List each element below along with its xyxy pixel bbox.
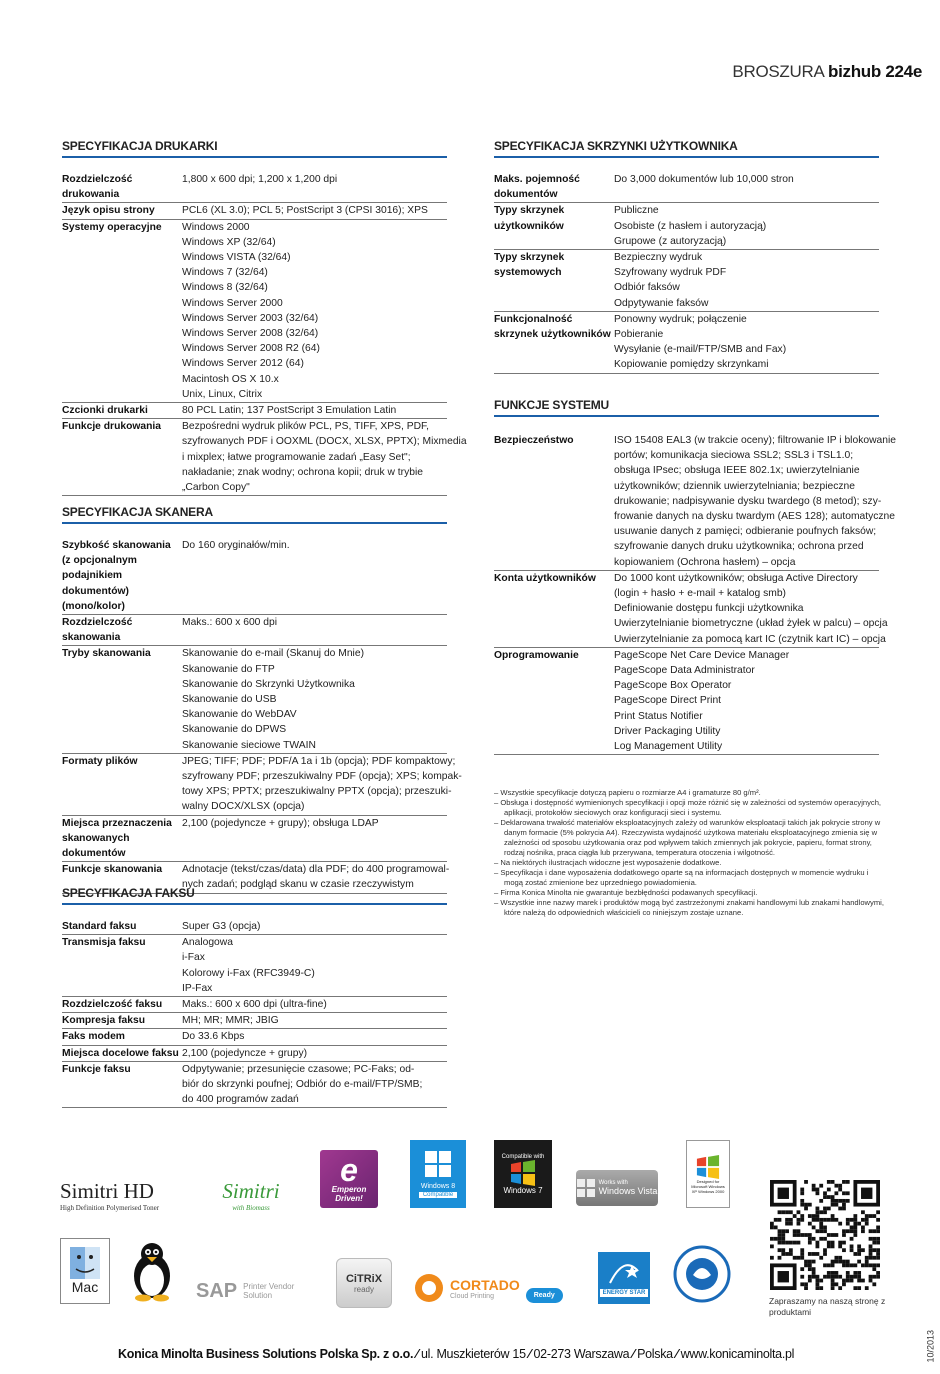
- section-title: SPECYFIKACJA SKRZYNKI UŻYTKOWNIKA: [494, 139, 879, 158]
- footer-address: Konica Minolta Business Solutions Polska Sp. z o.o. ⁄ ul. Muszkieterów 15 ⁄ 02-273 Warszawa ⁄ Polska ⁄ www.konicaminolta.pl: [118, 1347, 795, 1361]
- spec-value: [182, 997, 447, 1012]
- spec-value-line: biór do skrzynki poufnej; Odbiór do e-mail/FTP/SMB;: [182, 1079, 423, 1091]
- spec-label: Szybkość skanowania (z opcjonalnym podajnikiem dokumentów) (mono/kolor): [62, 540, 171, 612]
- footnote: – Deklarowana trwałość materiałów eksploatacyjnych zależy od warunków eksploatacji takich jak pokrycie strony w danym formacie (5% pokrycia A4). Rzeczywista wydajność użytkowa materiału eksploatacyjnego zmienia się w zależności od sposobu użytkowania oraz pod wpływem takich zmiennych jak pokrycie, papieru, format strony, rodzaj nośnika, praca ciągła lub przerywana, temperatura otoczenia i wilgotność.: [494, 818, 881, 857]
- spec-label: Tryby skanowania: [62, 648, 151, 660]
- spec-label: Standard faksu: [62, 921, 137, 932]
- spec-label: Formaty plików: [62, 755, 138, 767]
- spec-label: Faks modem: [62, 1031, 125, 1043]
- spec-row: [62, 646, 447, 753]
- spec-value: [182, 816, 447, 862]
- spec-value-line: Kopiowanie pomiędzy skrzynkami: [614, 359, 769, 371]
- system-functions-section: [494, 398, 896, 755]
- spec-value: [182, 220, 447, 402]
- spec-row: [62, 1029, 447, 1045]
- spec-row: [62, 816, 447, 863]
- energy-star-logo: ENERGY STAR: [598, 1252, 650, 1304]
- userbox-spec-section: [494, 139, 879, 374]
- spec-value-line: JPEG; TIFF; PDF; PDF/A 1a i 1b (opcja); PDF kompaktowy;: [182, 755, 456, 767]
- date-code: 10/2013: [926, 1330, 936, 1363]
- spec-label: Konta użytkowników: [494, 572, 596, 584]
- footnote: – Obsługa i dostępność wymienionych specyfikacji i opcji może różnić się w zależności od systemów operacyjnych, aplikacji, protokołów sieciowych oraz konfiguracji sieci i systemu.: [494, 798, 882, 817]
- spec-value-line: Uwierzytelnianie biometryczne (układ żyłek w palcu) – opcja: [614, 618, 888, 630]
- emperon-logo: e Emperon Driven!: [320, 1150, 378, 1208]
- spec-value-line: Analogowa: [182, 937, 233, 949]
- section-title: SPECYFIKACJA SKANERA: [62, 505, 447, 524]
- spec-value-line: nakładanie; znak wodny; ochrona kopii; druk w trybie: [182, 466, 423, 478]
- spec-value-line: Windows Server 2012 (64): [182, 358, 304, 370]
- spec-value-line: Do 160 oryginałów/min.: [182, 540, 290, 551]
- spec-value-line: PCL6 (XL 3.0); PCL 5; PostScript 3 (CPSI 3016); XPS: [182, 205, 428, 217]
- section-title: SPECYFIKACJA FAKSU: [62, 886, 447, 905]
- spec-value-line: Windows Server 2003 (32/64): [182, 312, 319, 324]
- spec-label: Maks. pojemność dokumentów: [494, 174, 580, 201]
- spec-value-line: Macintosh OS X 10.x: [182, 373, 279, 385]
- spec-label: Rozdzielczość drukowania: [62, 174, 133, 201]
- spec-row: [62, 997, 447, 1013]
- spec-value: [614, 172, 879, 202]
- spec-value: [182, 1013, 447, 1028]
- section-title: FUNKCJE SYSTEMU: [494, 398, 879, 417]
- spec-row: [62, 919, 447, 935]
- spec-value-line: Windows 2000: [182, 221, 250, 233]
- spec-value-line: Skanowanie do DPWS: [182, 724, 287, 736]
- spec-value: [182, 419, 467, 495]
- footnote: – Na niektórych ilustracjach widoczne jest wyposażenie dodatkowe.: [494, 858, 722, 867]
- spec-value-line: Maks.: 600 x 600 dpi: [182, 617, 278, 629]
- spec-label: Systemy operacyjne: [62, 221, 162, 233]
- spec-row: [62, 935, 447, 997]
- spec-value-line: 2,100 (pojedyncze + grupy): [182, 1047, 308, 1059]
- spec-value: [182, 615, 447, 645]
- spec-value-line: Skanowanie sieciowe TWAIN: [182, 739, 316, 751]
- spec-row: [62, 1046, 447, 1062]
- spec-value-line: Skanowanie do WebDAV: [182, 709, 297, 721]
- spec-value-line: ISO 15408 EAL3 (w trakcie oceny); filtrowanie IP i blokowanie: [614, 435, 896, 446]
- spec-row: [62, 1062, 447, 1109]
- spec-row: [62, 403, 447, 419]
- spec-value-line: IP-Fax: [182, 982, 213, 994]
- spec-label: Miejsca przeznaczenia skanowanych dokumentów: [62, 817, 172, 860]
- spec-value-line: Skanowanie do USB: [182, 694, 277, 706]
- spec-value-line: MH; MR; MMR; JBIG: [182, 1015, 279, 1027]
- fax-spec-section: [62, 886, 447, 1108]
- spec-label: Funkcje skanowania: [62, 864, 163, 876]
- spec-value-line: szyfrowany PDF; przeszukiwalny PDF (opcja); XPS; kompak-: [182, 771, 462, 783]
- spec-value-line: Driver Packaging Utility: [614, 725, 721, 737]
- spec-value-line: 80 PCL Latin; 137 PostScript 3 Emulation Latin: [182, 405, 397, 417]
- spec-row: [62, 1013, 447, 1029]
- spec-label: Transmisja faksu: [62, 937, 146, 949]
- blue-angel-logo: [672, 1244, 732, 1304]
- mac-logo: Mac: [60, 1238, 110, 1304]
- spec-table: [494, 172, 879, 374]
- spec-label: Funkcje drukowania: [62, 421, 161, 433]
- spec-value-line: Publiczne: [614, 205, 659, 217]
- spec-value-line: Uwierzytelnianie za pomocą kart IC (czytnik kart IC) – opcja: [614, 633, 886, 645]
- spec-value-line: towy XPS; PPTX; przeszukiwalny PPTX (opcja); przeszuki-: [182, 786, 452, 798]
- spec-row: [494, 571, 888, 648]
- spec-value-line: PageScope Direct Print: [614, 695, 722, 707]
- spec-value-line: Ponowny wydruk; połączenie: [614, 313, 747, 325]
- spec-label: Czcionki drukarki: [62, 405, 148, 417]
- spec-value-line: 1,800 x 600 dpi; 1,200 x 1,200 dpi: [182, 174, 338, 185]
- spec-value-line: Definiowanie dostępu funkcji użytkownika: [614, 603, 804, 615]
- spec-value-line: Windows Server 2008 (32/64): [182, 328, 319, 340]
- spec-label: Rozdzielczość faksu: [62, 999, 163, 1011]
- spec-value: [614, 250, 879, 311]
- spec-value-line: PageScope Data Administrator: [614, 665, 755, 677]
- spec-value-line: Osobiste (z hasłem i autoryzacją): [614, 220, 767, 232]
- spec-value: [614, 203, 879, 249]
- spec-value-line: szyfrowanych PDF i OOXML (DOCX, XLSX, PPTX); Mixmedia: [182, 436, 467, 448]
- spec-value-line: drukowanie; nadpisywanie dysku twardego (8 metod); szy-: [614, 495, 882, 507]
- spec-value: [182, 919, 447, 934]
- spec-value-line: Do 33.6 Kbps: [182, 1031, 245, 1043]
- spec-value-line: Wysyłanie (e-mail/FTP/SMB and Fax): [614, 344, 787, 356]
- spec-label: Funkcje faksu: [62, 1063, 131, 1075]
- qr-caption: Zapraszamy na naszą stronę z produktami: [769, 1296, 886, 1317]
- spec-value-line: Windows 7 (32/64): [182, 267, 268, 279]
- windows-vista-logo: Works with Windows Vista: [576, 1170, 658, 1206]
- spec-value-line: (login + hasło + e-mail + katalog smb): [614, 588, 786, 600]
- spec-value-line: Windows 8 (32/64): [182, 282, 268, 294]
- cortado-swirl-icon: [414, 1273, 444, 1303]
- website-link[interactable]: www.konicaminolta.pl: [680, 1347, 795, 1361]
- footnotes: [494, 788, 884, 918]
- spec-value-line: portów; komunikacja sieciowa SSL2; SSL3 i TSL1.0;: [614, 450, 854, 462]
- spec-value-line: Kolorowy i-Fax (RFC3949-C): [182, 967, 315, 979]
- spec-row: [62, 615, 447, 646]
- tux-penguin-icon: [130, 1240, 174, 1302]
- spec-row: [494, 250, 879, 312]
- spec-value-line: Odbiór faksów: [614, 282, 680, 294]
- spec-table: [494, 433, 896, 755]
- linux-tux-logo: [128, 1238, 176, 1304]
- spec-label: Bezpieczeństwo: [494, 435, 574, 446]
- spec-value: [614, 571, 888, 647]
- spec-value-line: frowanie danych na dysku twardym (AES 128); automatyczne: [614, 511, 896, 523]
- spec-value-line: Bezpośredni wydruk plików PCL, PS, TIFF, XPS, PDF,: [182, 421, 430, 433]
- spec-value: [182, 1046, 447, 1061]
- simitri-biomass-logo: Simitri with Biomass: [222, 1178, 280, 1212]
- brochure-title: BROSZURA bizhub 224e: [732, 62, 922, 81]
- spec-value-line: Pobieranie: [614, 329, 664, 341]
- spec-value-line: Maks.: 600 x 600 dpi (ultra-fine): [182, 999, 327, 1011]
- spec-value-line: i mixplex; łatwe programowanie zadań „Easy Set";: [182, 451, 411, 463]
- spec-row: [62, 538, 447, 615]
- spec-row: [494, 172, 879, 203]
- spec-value: [182, 646, 447, 752]
- spec-label: Funkcjonalność skrzynek użytkowników: [494, 313, 611, 341]
- spec-value: [614, 312, 879, 373]
- footnote: – Firma Konica Minolta nie gwarantuje bezbłędności podawanych specyfikacji.: [494, 888, 758, 897]
- spec-label: Miejsca docelowe faksu: [62, 1047, 179, 1059]
- spec-value-line: Log Management Utility: [614, 741, 723, 753]
- spec-label: Oprogramowanie: [494, 649, 579, 661]
- windows-7-logo: Compatible with Windows 7: [494, 1140, 552, 1208]
- spec-value-line: Do 3,000 dokumentów lub 10,000 stron: [614, 174, 794, 185]
- spec-value-line: Adnotacje (tekst/czas/data) dla PDF; do 400 programowal-: [182, 864, 450, 876]
- spec-value-line: kopiowaniem (Ochrona hasłem) – opcja: [614, 556, 796, 568]
- spec-value: [182, 1062, 447, 1108]
- spec-row: [494, 648, 879, 755]
- windows-8-logo: Windows 8 Compatible: [410, 1140, 466, 1208]
- spec-value: [182, 754, 462, 815]
- spec-value: [182, 403, 447, 418]
- spec-value-line: i-Fax: [182, 952, 205, 964]
- spec-row: [494, 433, 896, 571]
- spec-label: Typy skrzynek systemowych: [494, 252, 565, 279]
- spec-table: [62, 538, 462, 894]
- spec-value-line: Unix, Linux, Citrix: [182, 388, 263, 400]
- spec-value-line: szyfrowanie danych druku użytkownika; ochrona przed: [614, 541, 864, 553]
- printer-spec-section: [62, 139, 467, 496]
- spec-value-line: PageScope Net Care Device Manager: [614, 649, 790, 661]
- cortado-logo: CORTADO Cloud Printing Ready: [414, 1268, 576, 1308]
- section-title: SPECYFIKACJA DRUKARKI: [62, 139, 447, 158]
- spec-value: [182, 172, 447, 202]
- spec-value-line: walny DOCX/XLSX (opcja): [182, 801, 305, 813]
- spec-label: Rozdzielczość skanowania: [62, 617, 133, 644]
- footnote: – Wszystkie inne nazwy marek i produktów mogą być zastrzeżonymi znakami handlowymi lub znakami handlowymi, które należą do odpowiednich właścicieli co niniejszym zostaje uznane.: [494, 898, 884, 917]
- spec-value-line: usuwanie danych z pamięci; odbieranie poufnych faksów;: [614, 526, 877, 538]
- spec-value: [182, 203, 447, 218]
- spec-value-line: Windows Server 2000: [182, 297, 283, 309]
- spec-value-line: PageScope Box Operator: [614, 680, 732, 692]
- spec-label: Kompresja faksu: [62, 1015, 145, 1027]
- windows-flag-icon: [695, 1155, 721, 1179]
- spec-row: [62, 220, 447, 403]
- spec-value-line: Windows Server 2008 R2 (64): [182, 343, 320, 355]
- scanner-spec-section: [62, 505, 462, 894]
- spec-value-line: do 400 programów zadań: [182, 1094, 299, 1106]
- windows-flag-icon: [577, 1179, 595, 1197]
- spec-value-line: Odpytywanie; przesunięcie czasowe; PC-Faks; od-: [182, 1063, 415, 1075]
- footnote: – Specyfikacja i dane wyposażenia dodatkowego oparte są na informacjach dostępnych w momencie wydruku i mogą zostać zmienione bez uprzedniego powiadomienia.: [494, 868, 869, 887]
- spec-row: [62, 419, 467, 496]
- spec-value: [614, 648, 879, 754]
- spec-table: [62, 172, 467, 496]
- spec-row: [494, 203, 879, 250]
- spec-value-line: Super G3 (opcja): [182, 921, 261, 932]
- spec-value: [182, 538, 447, 614]
- spec-table: [62, 919, 447, 1108]
- spec-value-line: „Carbon Copy": [182, 482, 250, 494]
- spec-value-line: nych zadań; podgląd skanu w czasie rzeczywistym: [182, 879, 414, 891]
- spec-value-line: obsługa IPsec; obsługa IEEE 802.1x; uwierzytelnianie: [614, 465, 860, 477]
- spec-value-line: Grupowe (z autoryzacją): [614, 235, 727, 247]
- sap-logo: SAP Printer Vendor Solution: [196, 1279, 295, 1302]
- qr-code-icon: [770, 1180, 880, 1290]
- spec-value-line: Print Status Notifier: [614, 710, 703, 722]
- spec-value-line: Szyfrowany wydruk PDF: [614, 267, 727, 279]
- spec-value-line: Windows VISTA (32/64): [182, 252, 291, 264]
- blue-angel-icon: [673, 1245, 731, 1303]
- windows-xp-logo: Designed for Microsoft Windows XP Windows 2000: [686, 1140, 730, 1208]
- citrix-ready-logo: CiTRiX ready: [336, 1258, 392, 1308]
- spec-value-line: Odpytywanie faksów: [614, 297, 709, 309]
- spec-value: [182, 1029, 447, 1044]
- spec-row: [62, 172, 447, 203]
- spec-row: [494, 312, 879, 374]
- spec-label: Typy skrzynek użytkowników: [494, 205, 565, 232]
- spec-value: [614, 433, 896, 570]
- spec-value-line: Windows XP (32/64): [182, 236, 276, 248]
- spec-row: [62, 203, 447, 219]
- simitri-hd-logo: Simitri HD High Definition Polymerised Toner: [60, 1178, 160, 1212]
- qr-code[interactable]: [770, 1180, 880, 1290]
- energy-star-icon: [606, 1259, 642, 1289]
- spec-value-line: Bezpieczny wydruk: [614, 252, 703, 264]
- finder-face-icon: [70, 1247, 100, 1279]
- company-name: Konica Minolta Business Solutions Polska Sp. z o.o.: [118, 1347, 414, 1361]
- footnote: – Wszystkie specyfikacje dotyczą papieru o rozmiarze A4 i gramaturze 80 g/m².: [494, 788, 761, 797]
- spec-value-line: Skanowanie do e-mail (Skanuj do Mnie): [182, 648, 365, 660]
- spec-value: [182, 935, 447, 996]
- spec-label: Język opisu strony: [62, 205, 155, 217]
- spec-value-line: Skanowanie do Skrzynki Użytkownika: [182, 678, 355, 690]
- spec-value-line: użytkowników; dziennik uwierzytelniania; bezpieczne: [614, 480, 855, 492]
- windows-icon: [425, 1151, 451, 1177]
- spec-value-line: 2,100 (pojedyncze + grupy); obsługa LDAP: [182, 817, 379, 829]
- spec-row: [62, 754, 462, 816]
- spec-value-line: Do 1000 kont użytkowników; obsługa Active Directory: [614, 572, 858, 584]
- spec-value-line: Skanowanie do FTP: [182, 663, 275, 675]
- windows-flag-icon: [509, 1160, 537, 1186]
